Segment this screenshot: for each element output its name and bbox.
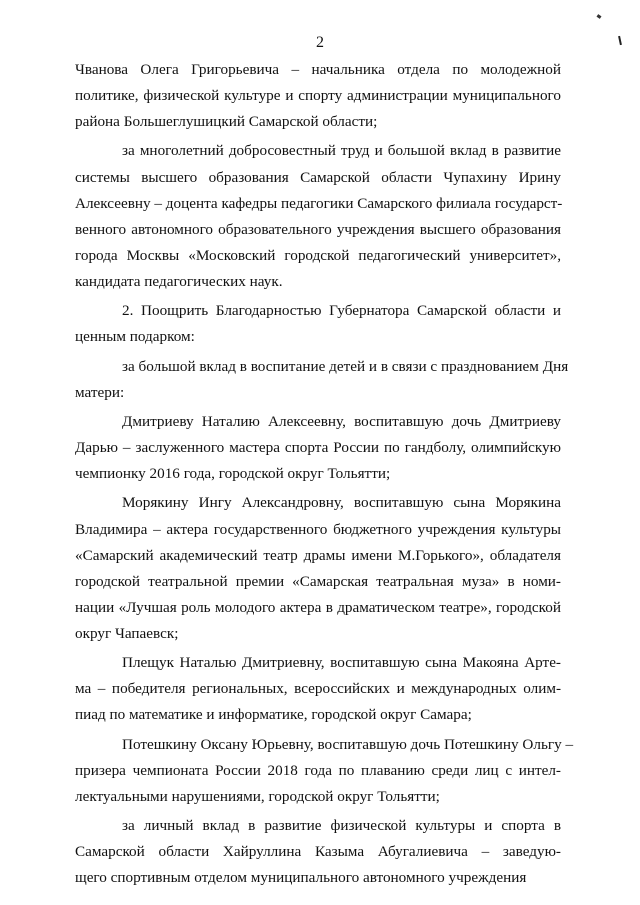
paragraph <box>75 490 561 647</box>
text-line: за личный вклад в развитие физической культуры и спорта в <box>122 817 561 835</box>
text-line: 2. Поощрить Благодарностью Губернатора Самарской области и <box>122 302 561 320</box>
text-line: матери: <box>75 383 125 401</box>
paragraph <box>75 409 561 487</box>
paragraph <box>75 813 561 891</box>
scan-mark <box>597 14 602 19</box>
text-line: призера чемпионата России 2018 года по плаванию среди лиц с интел- <box>75 761 561 779</box>
text-line: чемпионку 2016 года, городской округ Тольятти; <box>75 465 391 483</box>
paragraph <box>75 354 569 406</box>
paragraph <box>75 298 561 350</box>
text-line: Владимира – актера государственного бюджетного учреждения культуры <box>75 520 561 538</box>
text-line: Самарской области Хайруллина Казыма Абугалиевича – заведую- <box>75 843 561 861</box>
text-line: за многолетний добросовестный труд и большой вклад в развитие <box>122 142 561 160</box>
text-line: кандидата педагогических наук. <box>75 272 283 290</box>
document-body <box>75 57 574 891</box>
text-line: Морякину Ингу Александровну, воспитавшую сына Морякина <box>122 494 561 512</box>
text-line: «Самарский академический театр драмы имени М.Горького», обладателя <box>75 546 561 564</box>
page-number: 2 <box>316 34 324 51</box>
paragraph <box>75 650 561 728</box>
text-line: Алексеевну – доцента кафедры педагогики Самарского филиала государст- <box>75 194 563 212</box>
paragraph <box>75 138 561 295</box>
text-line: политике, физической культуре и спорту администрации муниципального <box>75 87 561 105</box>
text-line: за большой вклад в воспитание детей и в связи с празднованием Дня <box>122 357 569 375</box>
text-line: щего спортивным отделом муниципального автономного учреждения <box>75 869 527 887</box>
paragraph <box>75 57 561 135</box>
text-line: системы высшего образования Самарской области Чупахину Ирину <box>75 168 561 186</box>
text-line: лектуальными нарушениями, городской округ Тольятти; <box>75 787 440 805</box>
text-line: венного автономного образовательного учреждения высшего образования <box>75 220 561 238</box>
text-line: ценным подарком: <box>75 328 195 346</box>
text-line: города Москвы «Московский городской педагогический университет», <box>75 246 561 264</box>
text-line: городской театральной премии «Самарская театральная муза» в номи- <box>75 572 561 590</box>
text-line: района Большеглушицкий Самарской области; <box>75 113 378 131</box>
text-line: нации «Лучшая роль молодого актера в драматическом театре», городской <box>75 598 561 616</box>
text-line: округ Чапаевск; <box>75 624 179 642</box>
text-line: Дмитриеву Наталию Алексеевну, воспитавшую дочь Дмитриеву <box>122 412 561 430</box>
text-line: Потешкину Оксану Юрьевну, воспитавшую дочь Потешкину Ольгу – <box>122 735 574 753</box>
text-line: ма – победителя региональных, всероссийских и международных олим- <box>75 680 561 698</box>
text-line: Дарью – заслуженного мастера спорта России по гандболу, олимпийскую <box>75 439 561 457</box>
paragraph <box>75 732 574 810</box>
text-line: Чванова Олега Григорьевича – начальника отдела по молодежной <box>75 61 561 78</box>
text-line: Плещук Наталью Дмитриевну, воспитавшую сына Макояна Арте- <box>122 654 561 672</box>
text-line: пиад по математике и информатике, городской округ Самара; <box>75 706 472 724</box>
